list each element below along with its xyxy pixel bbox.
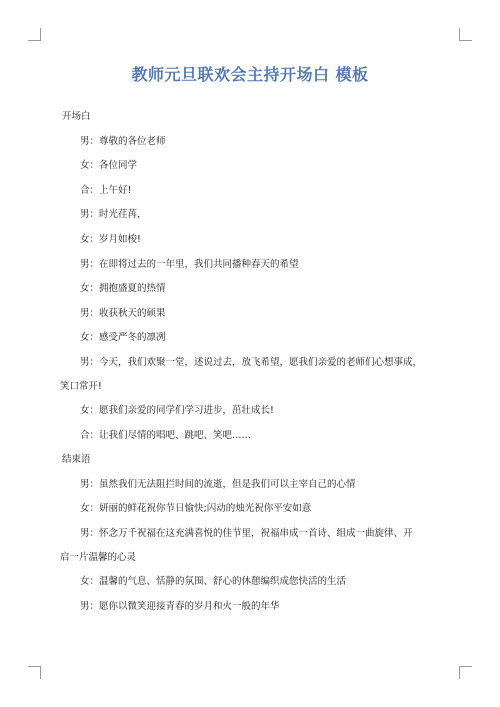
dialogue-line: 女：妍丽的鲜花祝你节日愉快;闪动的烛光祝你平安如意 — [80, 503, 312, 515]
section-heading-closing: 结束语 — [62, 454, 91, 466]
dialogue-line: 女：各位同学 — [80, 160, 138, 172]
dialogue-line: 女：岁月如梭! — [80, 233, 141, 245]
corner-mark-top-right — [459, 28, 472, 41]
dialogue-line: 女：感受严冬的凛冽 — [80, 332, 166, 344]
dialogue-line: 男：在即将过去的一年里，我们共同播种春天的希望 — [80, 258, 299, 270]
dialogue-line-continuation: 笑口常开! — [60, 380, 102, 392]
dialogue-line: 合：让我们尽情的唱吧、跳吧、笑吧…… — [80, 429, 252, 441]
dialogue-line-continuation: 启一片温馨的心灵 — [60, 551, 137, 563]
dialogue-line: 女：温馨的气息、恬静的氛围、舒心的休憩编织成您快活的生活 — [80, 575, 347, 587]
section-heading-opening: 开场白 — [62, 111, 91, 122]
dialogue-line: 男：愿你以微笑迎接青春的岁月和火一般的年华 — [80, 600, 280, 612]
dialogue-line: 女：愿我们亲爱的同学们学习进步，茁壮成长! — [80, 404, 274, 416]
corner-mark-top-left — [28, 28, 41, 41]
corner-mark-bottom-left — [28, 666, 41, 679]
dialogue-paragraph — [60, 522, 454, 570]
dialogue-line: 男：时光荏苒， — [80, 209, 147, 221]
dialogue-line: 男：收获秋天的硕果 — [80, 307, 166, 319]
dialogue-line: 男：尊敬的各位老师 — [80, 135, 166, 147]
dialogue-line: 合：上午好! — [80, 184, 132, 196]
document-title: 教师元旦联欢会主持开场白 模板 — [131, 65, 369, 84]
dialogue-paragraph — [60, 351, 454, 399]
dialogue-line: 男：怀念万千祝福在这充满喜悦的佳节里，祝福串成一首诗、组成一曲旋律、开 — [80, 527, 413, 539]
dialogue-line: 男：虽然我们无法阻拦时间的流逝，但是我们可以主宰自己的心情 — [80, 478, 356, 490]
dialogue-line: 女：拥抱盛夏的热情 — [80, 283, 166, 295]
document-body — [62, 110, 454, 624]
dialogue-line: 男：今天，我们欢聚一堂，述说过去，放飞希望，愿我们亲爱的老师们心想事成， — [80, 356, 423, 368]
corner-mark-bottom-right — [459, 666, 472, 679]
